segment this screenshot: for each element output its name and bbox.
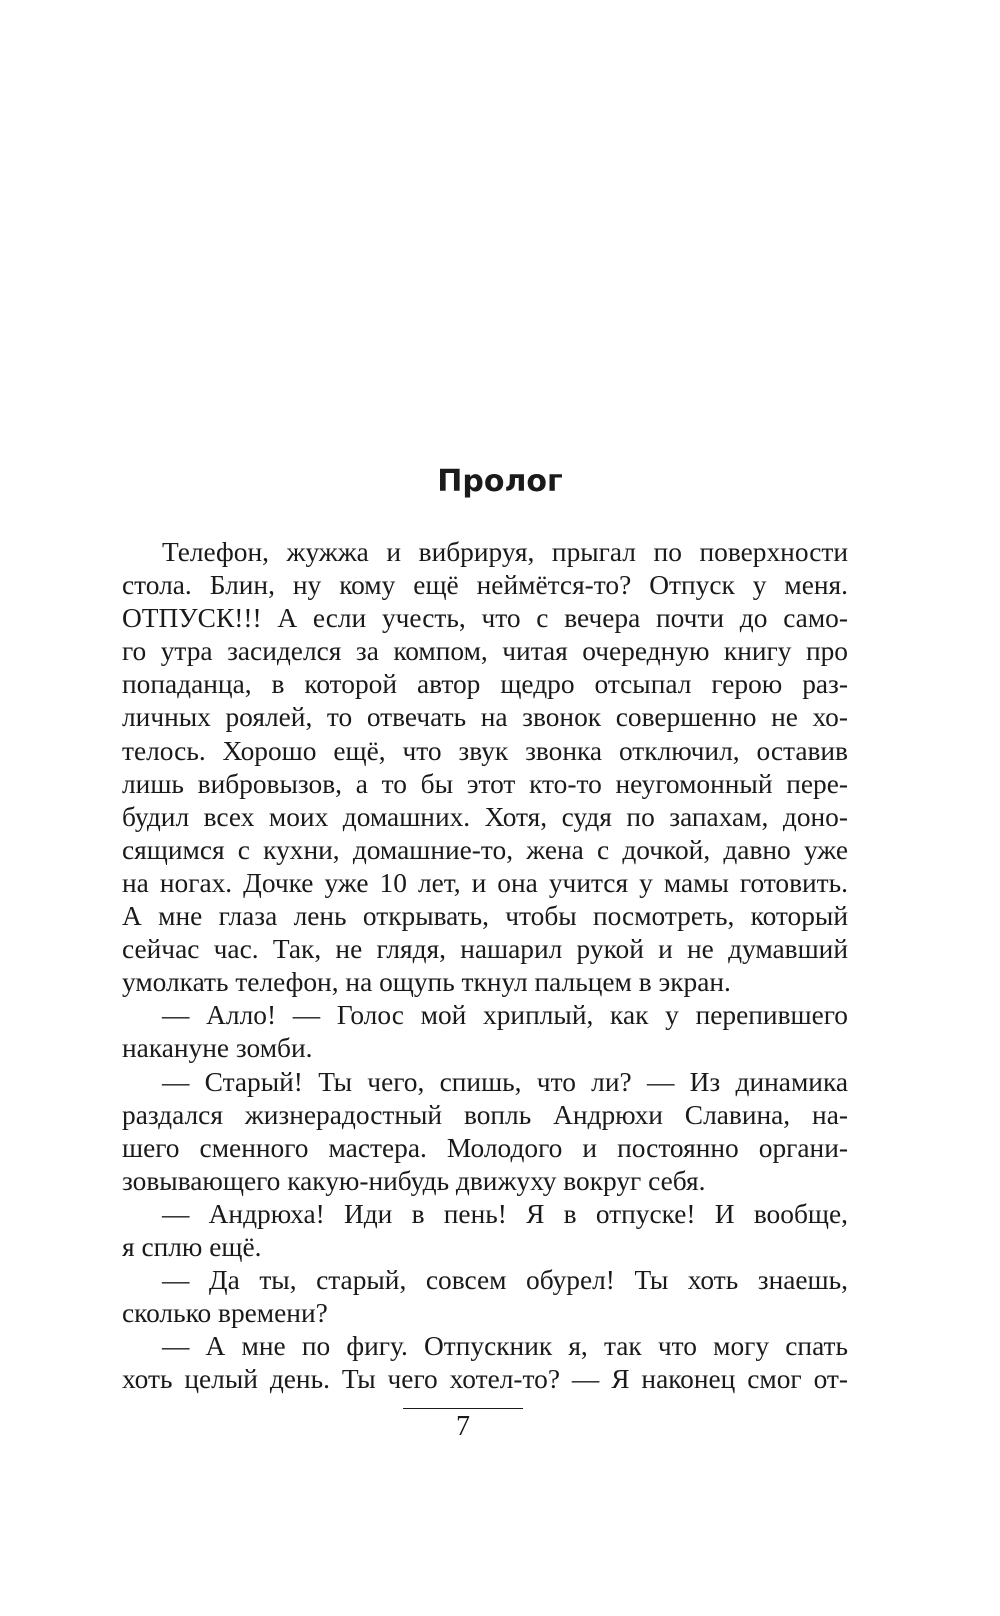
text-line: — Старый! Ты чего, спишь, что ли? — Из динамика bbox=[162, 1066, 848, 1097]
text-line: накануне зомби. bbox=[122, 1033, 313, 1064]
text-line: телось. Хорошо ещё, что звук звонка отключил, оставив bbox=[122, 735, 848, 766]
text-line: личных роялей, то отвечать на звонок совершенно не хо- bbox=[122, 702, 848, 733]
text-line: я сплю ещё. bbox=[122, 1231, 262, 1262]
text-line: сящимся с кухни, домашние-то, жена с дочкой, давно уже bbox=[122, 834, 848, 865]
chapter-title: Пролог bbox=[437, 464, 563, 499]
text-line: — Да ты, старый, совсем обурел! Ты хоть знаешь, bbox=[162, 1265, 848, 1296]
text-line: го утра засиделся за компом, читая очередную книгу про bbox=[122, 636, 848, 667]
text-line: Телефон, жужжа и вибрируя, прыгал по поверхности bbox=[162, 537, 848, 567]
text-line: сколько времени? bbox=[122, 1298, 328, 1329]
text-line: попаданца, в которой автор щедро отсыпал герою раз- bbox=[122, 669, 848, 700]
text-line: — А мне по фигу. Отпускник я, так что могу спать bbox=[162, 1331, 848, 1362]
text-line: стола. Блин, ну кому ещё неймётся-то? Отпуск у меня. bbox=[122, 570, 848, 601]
text-line: ОТПУСК!!! А если учесть, что с вечера почти до само- bbox=[122, 603, 848, 634]
text-line: хоть целый день. Ты чего хотел-то? — Я наконец смог от- bbox=[122, 1364, 848, 1395]
footer-divider bbox=[403, 1408, 523, 1409]
text-line: раздался жизнерадостный вопль Андрюхи Славина, на- bbox=[122, 1099, 848, 1130]
chapter-body-text bbox=[122, 536, 848, 1396]
text-line: — Андрюха! Иди в пень! Я в отпуске! И вообще, bbox=[162, 1198, 848, 1229]
text-line: будил всех моих домашних. Хотя, судя по запахам, доно- bbox=[122, 801, 848, 832]
text-line: шего сменного мастера. Молодого и постоянно органи- bbox=[122, 1132, 848, 1163]
text-line: лишь вибровызов, а то бы этот кто-то неугомонный пере- bbox=[122, 768, 848, 799]
text-line: зовывающего какую-нибудь движуху вокруг себя. bbox=[122, 1165, 706, 1196]
page-number: 7 bbox=[456, 1411, 470, 1442]
text-line: сейчас час. Так, не глядя, нашарил рукой и не думавший bbox=[122, 934, 848, 965]
text-line: А мне глаза лень открывать, чтобы посмотреть, который bbox=[122, 901, 848, 932]
text-line: на ногах. Дочке уже 10 лет, и она учится у мамы готовить. bbox=[122, 867, 848, 898]
text-line: умолкать телефон, на ощупь ткнул пальцем в экран. bbox=[122, 967, 731, 998]
text-line: — Алло! — Голос мой хриплый, как у перепившего bbox=[162, 1000, 848, 1031]
